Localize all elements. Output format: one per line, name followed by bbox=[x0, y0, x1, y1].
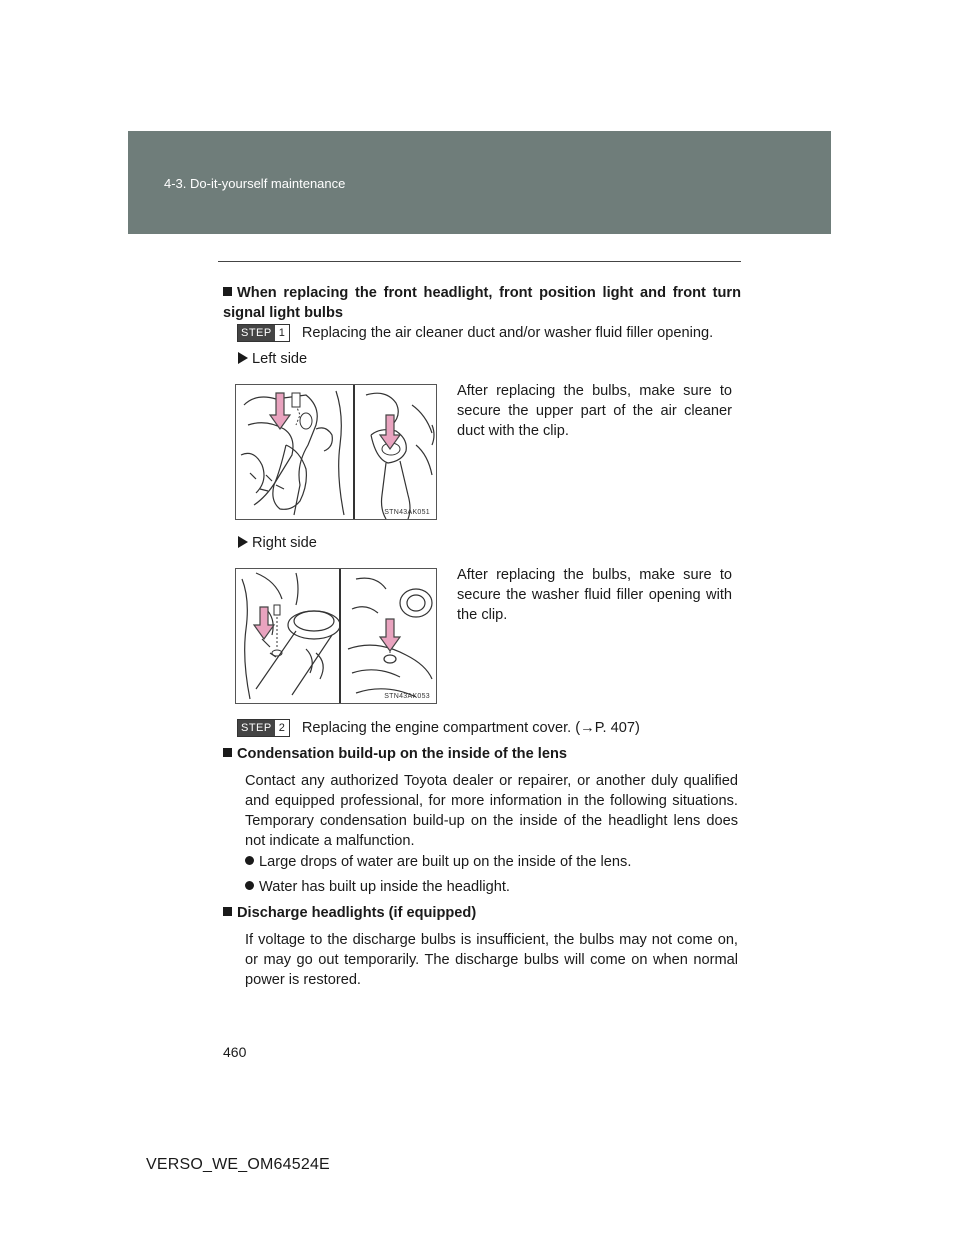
top-rule bbox=[218, 261, 741, 262]
step-1 bbox=[237, 324, 713, 342]
figure-left-side bbox=[235, 384, 437, 520]
replace-heading-block bbox=[223, 283, 741, 323]
manual-code: VERSO_WE_OM64524E bbox=[146, 1156, 330, 1173]
figure-code: STN43AK053 bbox=[384, 693, 430, 700]
step-2 bbox=[237, 719, 640, 737]
right-side-note: After replacing the bulbs, make sure to secure the washer fluid filler opening with the clip. bbox=[457, 567, 732, 623]
section-title: 4-3. Do-it-yourself maintenance bbox=[164, 176, 346, 191]
left-side-note: After replacing the bulbs, make sure to secure the upper part of the air cleaner duct with the clip. bbox=[457, 383, 732, 439]
step-1-text: Replacing the air cleaner duct and/or washer fluid filler opening. bbox=[301, 325, 714, 341]
square-bullet-icon bbox=[223, 287, 232, 296]
page-number: 460 bbox=[223, 1044, 247, 1060]
condensation-bullet-1: Large drops of water are built up on the inside of the lens. bbox=[245, 852, 631, 872]
round-bullet-icon bbox=[245, 856, 254, 865]
condensation-bullet-2: Water has built up inside the headlight. bbox=[245, 877, 510, 897]
triangle-pointer-icon bbox=[238, 352, 248, 364]
discharge-heading: Discharge headlights (if equipped) bbox=[237, 905, 477, 921]
condensation-body: Contact any authorized Toyota dealer or repairer, or another duly qualified and equipped professional, for more information in the following situations. Temporary condensation build-up on the inside of the headlight lens does not indicate a malfunction. bbox=[245, 773, 738, 849]
condensation-heading-block bbox=[223, 744, 567, 764]
condensation-heading: Condensation build-up on the inside of the lens bbox=[237, 746, 567, 762]
left-side-illustration bbox=[236, 385, 436, 519]
figure-code: STN43AK051 bbox=[384, 509, 430, 516]
square-bullet-icon bbox=[223, 748, 232, 757]
replace-heading: When replacing the front headlight, front position light and front turn signal light bulbs bbox=[223, 285, 741, 321]
right-side-label: Right side bbox=[238, 533, 317, 553]
figure-right-side bbox=[235, 568, 437, 704]
round-bullet-icon bbox=[245, 881, 254, 890]
step-2-text: Replacing the engine compartment cover. (→P. 407) bbox=[301, 720, 640, 736]
right-side-illustration bbox=[236, 569, 436, 703]
left-side-label: Left side bbox=[238, 349, 307, 369]
step-1-badge: STEP 1 bbox=[237, 324, 290, 342]
discharge-heading-block bbox=[223, 903, 476, 923]
discharge-body: If voltage to the discharge bulbs is insufficient, the bulbs may not come on, or may go out temporarily. The discharge bulbs will come on when normal power is restored. bbox=[245, 932, 738, 988]
triangle-pointer-icon bbox=[238, 536, 248, 548]
square-bullet-icon bbox=[223, 907, 232, 916]
step-2-badge: STEP 2 bbox=[237, 719, 290, 737]
